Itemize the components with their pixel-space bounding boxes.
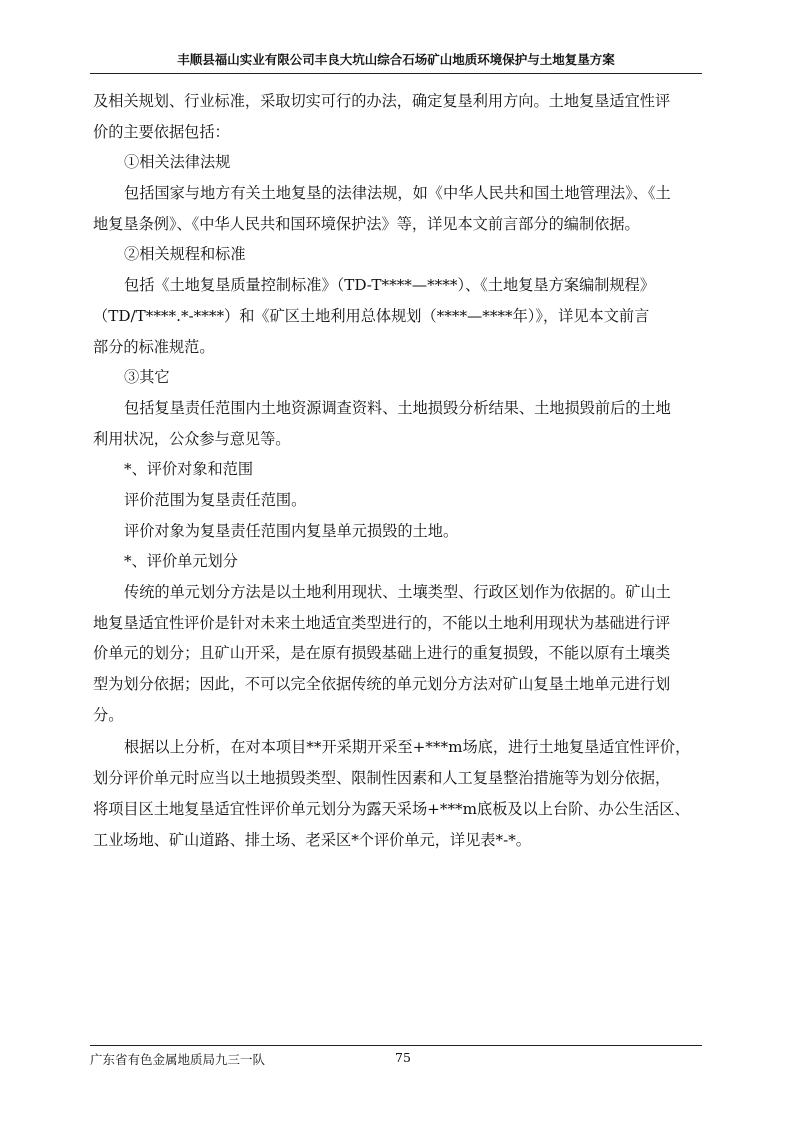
paragraph-line: 地复垦条例》、《中华人民共和国环境保护法》等，详见本文前言部分的编制依据。 — [93, 214, 640, 233]
paragraph-line: 评价范围为复垦责任范围。 — [124, 490, 307, 509]
paragraph-line: 包括复垦责任范围内土地资源调查资料、土地损毁分析结果、土地损毁前后的土地 — [124, 398, 671, 417]
footer-divider — [90, 1045, 702, 1046]
page-number: 75 — [395, 1050, 411, 1065]
header-divider — [90, 73, 702, 74]
footer-organization: 广东省有色金属地质局九三一队 — [90, 1052, 266, 1067]
section-heading: *、评价单元划分 — [124, 552, 238, 571]
paragraph-line: 利用状况，公众参与意见等。 — [93, 429, 291, 448]
paragraph-line: 包括国家与地方有关土地复垦的法律法规，如《中华人民共和国土地管理法》、《土 — [124, 184, 671, 203]
paragraph-line: 根据以上分析，在对本项目**开采期开采至+***m场底，进行土地复垦适宜性评价， — [124, 738, 691, 757]
paragraph-line: 地复垦适宜性评价是针对未来土地适宜类型进行的，不能以土地利用现状为基础进行评 — [93, 613, 671, 632]
paragraph-line: 价的主要依据包括： — [93, 122, 230, 141]
paragraph-line: 工业场地、矿山道路、排土场、老采区*个评价单元，详见表*-*。 — [93, 830, 531, 849]
paragraph-line: 划分评价单元时应当以土地损毁类型、限制性因素和人工复垦整治措施等为划分依据， — [93, 769, 671, 788]
paragraph-line: 包括《土地复垦质量控制标准》（TD-T****—****）、《土地复垦方案编制规程》 — [124, 276, 655, 295]
paragraph-line: 分。 — [93, 705, 124, 724]
paragraph-line: 传统的单元划分方法是以土地利用现状、土壤类型、行政区划作为依据的。矿山土 — [124, 583, 671, 601]
section-heading: *、评价对象和范围 — [124, 460, 254, 479]
section-heading: ②相关规程和标准 — [124, 245, 246, 264]
section-heading: ③其它 — [124, 368, 170, 387]
paragraph-line: 及相关规划、行业标准，采取切实可行的办法，确定复垦利用方向。土地复垦适宜性评 — [93, 92, 671, 110]
paragraph-line: 评价对象为复垦责任范围内复垦单元损毁的土地。 — [124, 521, 459, 540]
paragraph-line: （TD/T****.*-****）和《矿区土地利用总体规划（****—****年）》，详见本文前言 — [93, 306, 650, 325]
paragraph-line: 型为划分依据；因此，不可以完全依据传统的单元划分方法对矿山复垦土地单元进行划 — [93, 675, 671, 694]
paragraph-line: 部分的标准规范。 — [93, 337, 215, 356]
section-heading: ①相关法律法规 — [124, 153, 231, 172]
paragraph-line: 将项目区土地复垦适宜性评价单元划分为露天采场+***m底板及以上台阶、办公生活区、 — [93, 799, 690, 818]
paragraph-line: 价单元的划分；且矿山开采，是在原有损毁基础上进行的重复损毁，不能以原有土壤类 — [93, 644, 671, 663]
page-header-title: 丰顺县福山实业有限公司丰良大坑山综合石场矿山地质环境保护与土地复垦方案 — [177, 52, 615, 67]
document-body — [93, 86, 707, 855]
